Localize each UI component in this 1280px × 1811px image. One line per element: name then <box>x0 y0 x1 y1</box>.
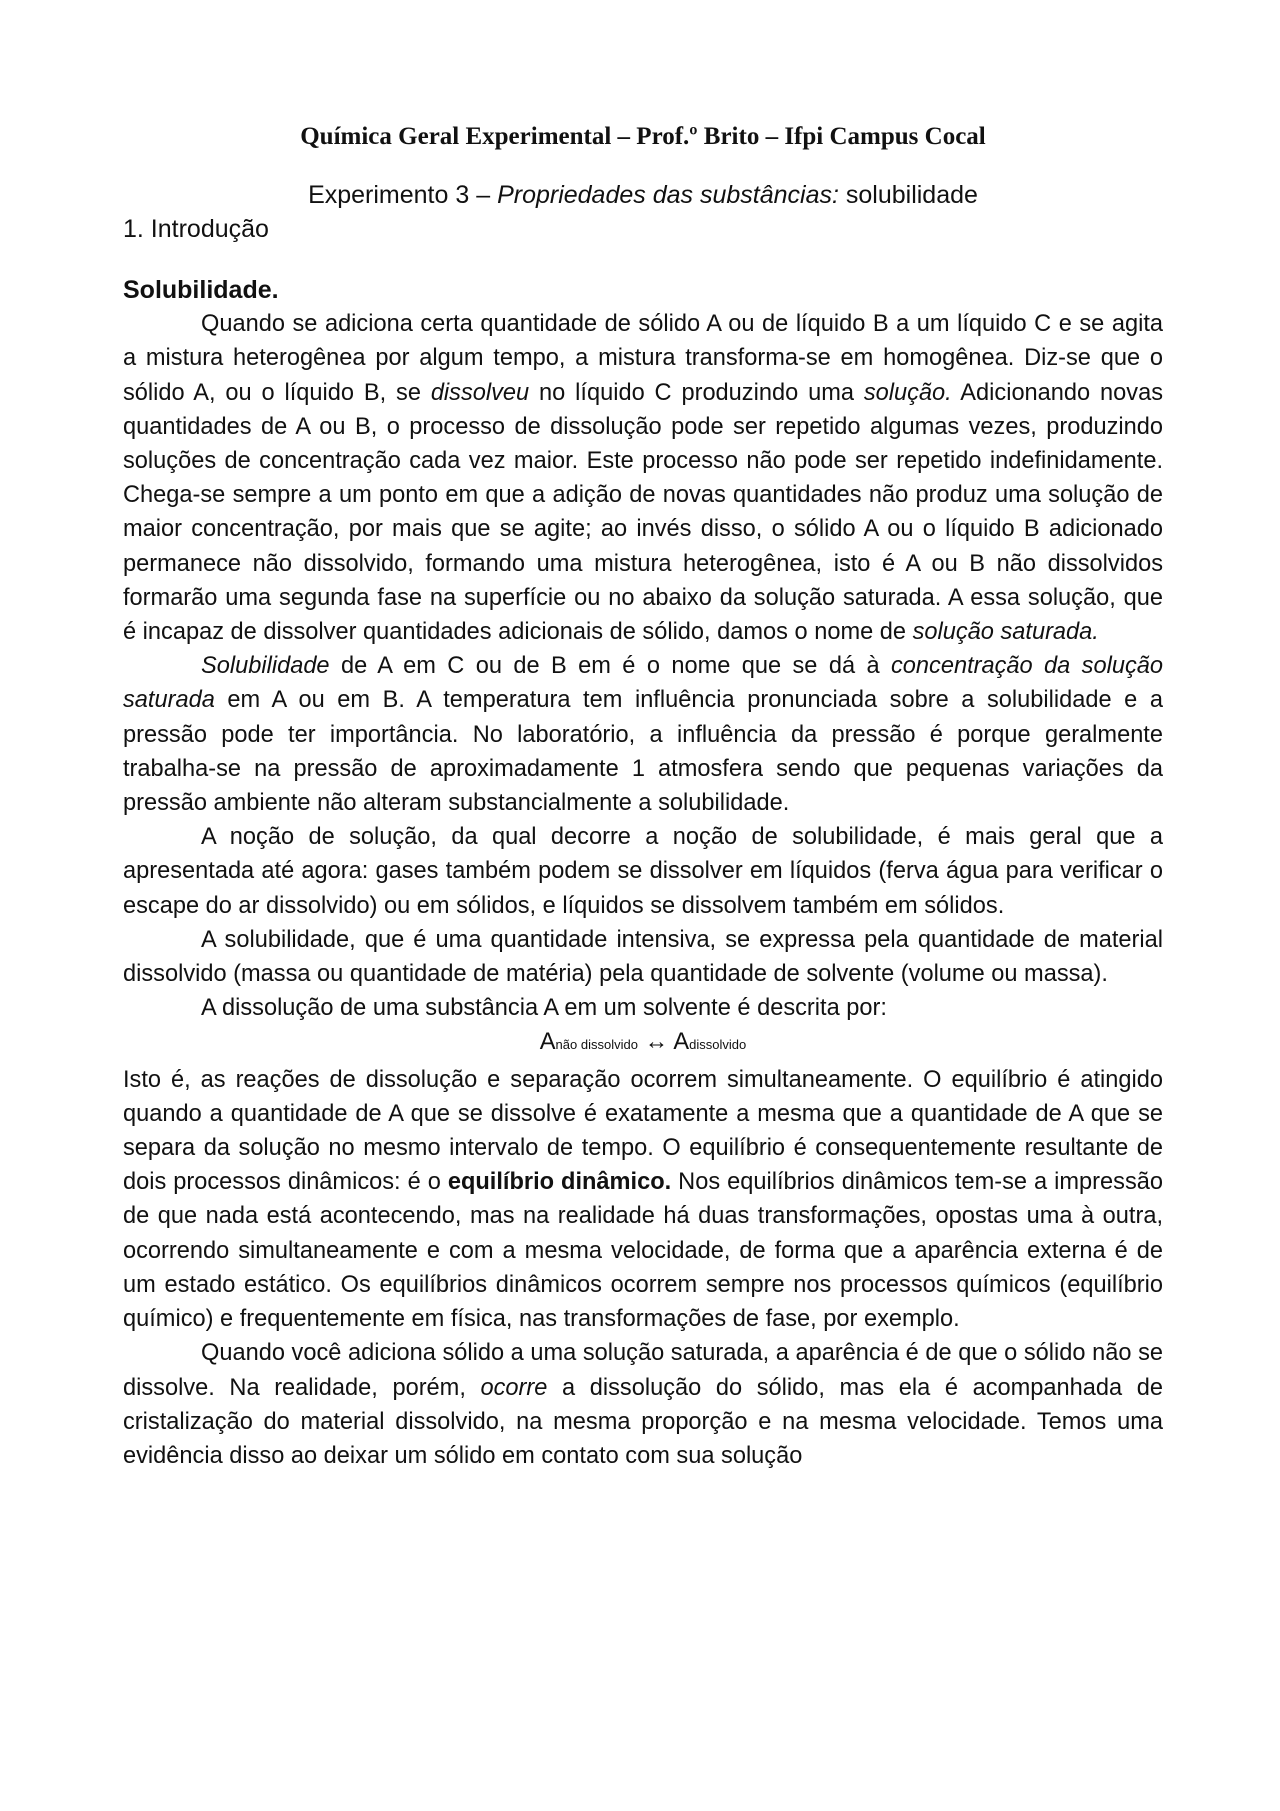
p1-text-1: Quando se adiciona certa quantidade de sólido A ou de líquido B a um líquido C e se agita a mistura heterogênea por algum tempo, a mistura transforma-se em homogênea. Diz-se que o sólido A, ou o líquido B, se <box>123 311 1163 406</box>
section-title: 1. Introdução <box>123 215 269 243</box>
course-header: Química Geral Experimental – Prof.º Brito – Ifpi Campus Cocal <box>300 123 986 150</box>
p1-text-2: no líquido C produzindo uma <box>529 379 864 406</box>
experiment-title-italic: Propriedades das substâncias: <box>497 181 839 209</box>
equation-left-sub: não dissolvido <box>555 1037 638 1053</box>
p6-bold-1: equilíbrio dinâmico. <box>447 1169 672 1196</box>
p2-italic-1: Solubilidade <box>201 653 330 680</box>
p7-text-1: Quando você adiciona sólido a uma solução saturada, a aparência é de que o sólido não se dissolve. Na realidade, porém, <box>123 1340 1163 1401</box>
document-body <box>123 273 1163 1473</box>
solubility-heading: Solubilidade. <box>123 276 279 304</box>
experiment-title-prefix: Experimento 3 – <box>308 181 498 209</box>
p7-italic-1: ocorre <box>480 1374 548 1401</box>
paragraph-4: A solubilidade, que é uma quantidade intensiva, se expressa pela quantidade de material dissolvido (massa ou quantidade de matéria) pela quantidade de solvente (volume ou massa). <box>123 926 1163 988</box>
experiment-title-suffix: solubilidade <box>838 181 978 209</box>
paragraph-2 <box>123 649 1163 820</box>
dissolution-equation <box>123 1025 1163 1062</box>
paragraph-1 <box>123 307 1163 649</box>
equation-left: A <box>539 1029 556 1056</box>
p6-text-2: Nos equilíbrios dinâmicos tem-se a impressão de que nada está acontecendo, mas na realidade há duas transformações, opostas uma à outra, ocorrendo simultaneamente e com a mesma velocidade, de forma que a aparência externa é de um estado estático. Os equilíbrios dinâmicos ocorrem sempre nos processos químicos (equilíbrio químico) e frequentemente em física, nas transformações de fase, por exemplo. <box>123 1169 1163 1333</box>
equation-right-sub: dissolvido <box>689 1037 747 1053</box>
paragraph-5: A dissolução de uma substância A em um solvente é descrita por: <box>201 995 887 1022</box>
p7-text-2: a dissolução do sólido, mas ela é acompanhada de cristalização do material dissolvido, na mesma proporção e na mesma velocidade. Temos uma evidência disso ao deixar um sólido em contato com sua solução <box>123 1374 1163 1469</box>
p2-text-2: em A ou em B. A temperatura tem influência pronunciada sobre a solubilidade e a pressão pode ter importância. No laboratório, a influência da pressão é porque geralmente trabalha-se na pressão de aproximadamente 1 atmosfera sendo que pequenas variações da pressão ambiente não alteram substancialmente a solubilidade. <box>123 687 1163 817</box>
p2-text-1: de A em C ou de B em é o nome que se dá à <box>329 653 891 680</box>
p6-text-1: Isto é, as reações de dissolução e separação ocorrem simultaneamente. O equilíbrio é atingido quando a quantidade de A que se dissolve é exatamente a mesma que a quantidade de A que se separa da solução no mesmo intervalo de tempo. O equilíbrio é consequentemente resultante de dois processos dinâmicos: é o <box>123 1066 1163 1196</box>
experiment-title <box>123 181 1163 210</box>
p2-italic-2: concentração da solução saturada <box>123 653 1163 714</box>
paragraph-7 <box>123 1336 1163 1473</box>
p1-italic-2: solução. <box>863 379 952 406</box>
p1-italic-1: dissolveu <box>430 379 530 406</box>
equation-arrow: ↔ <box>637 1029 674 1056</box>
equation-right: A <box>673 1029 690 1056</box>
p1-italic-3: solução saturada. <box>912 619 1099 646</box>
p1-text-3: Adicionando novas quantidades de A ou B, o processo de dissolução pode ser repetido algumas vezes, produzindo soluções de concentração cada vez maior. Este processo não pode ser repetido indefinidamente. Chega-se sempre a um ponto em que a adição de novas quantidades não produz uma solução de maior concentração, por mais que se agite; ao invés disso, o sólido A ou o líquido B adicionado permanece não dissolvido, formando uma mistura heterogênea, isto é A ou B não dissolvidos formarão uma segunda fase na superfície ou no abaixo da solução saturada. A essa solução, que é incapaz de dissolver quantidades adicionais de sólido, damos o nome de <box>123 379 1163 646</box>
paragraph-3: A noção de solução, da qual decorre a noção de solubilidade, é mais geral que a apresentada até agora: gases também podem se dissolver em líquidos (ferva água para verificar o escape do ar dissolvido) ou em sólidos, e líquidos se dissolvem também em sólidos. <box>123 824 1163 919</box>
paragraph-6 <box>123 1063 1163 1337</box>
